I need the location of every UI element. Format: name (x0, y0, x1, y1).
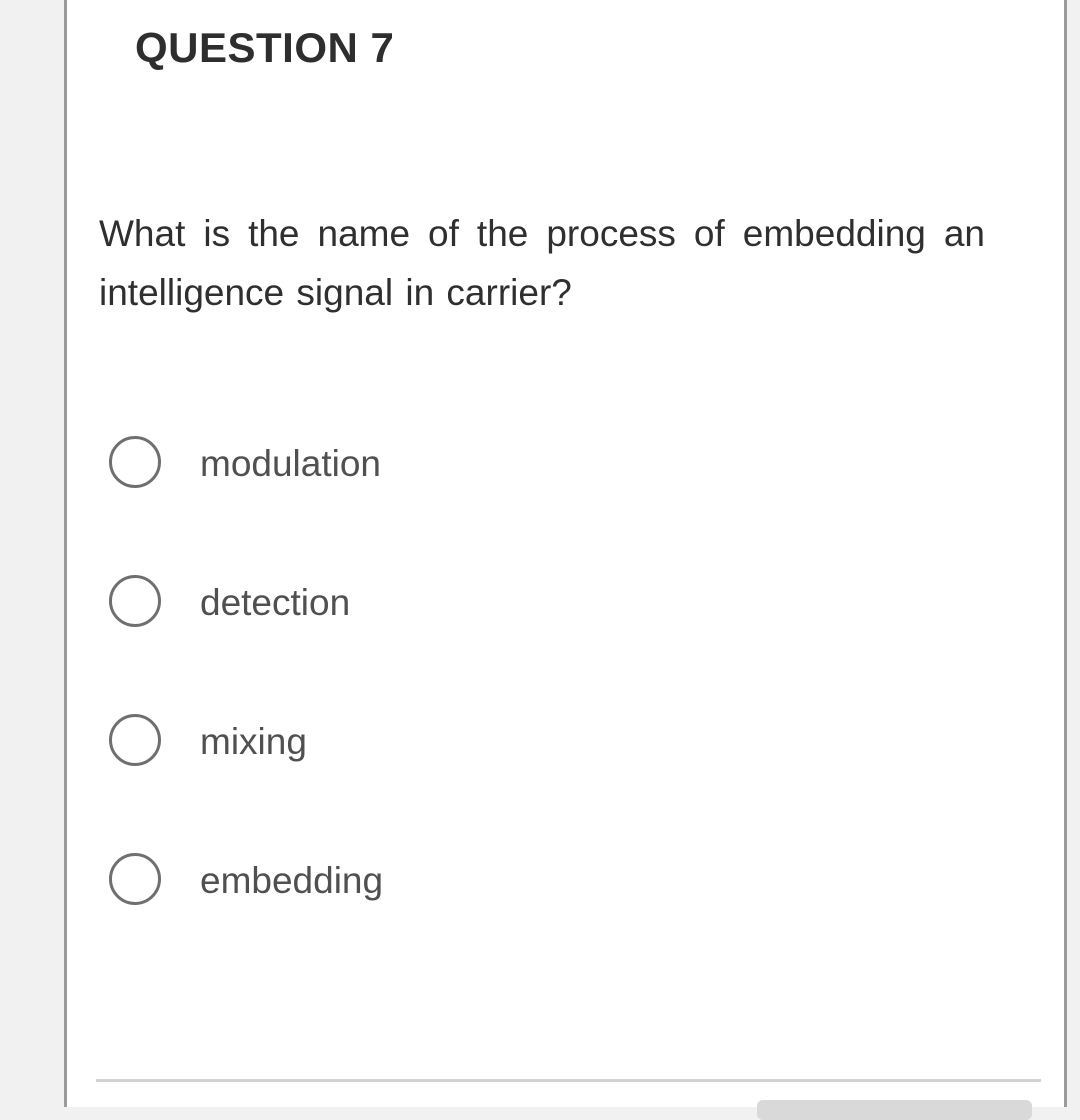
radio-button-icon[interactable] (109, 714, 161, 766)
radio-button-icon[interactable] (109, 853, 161, 905)
answer-option-mixing[interactable] (109, 708, 383, 771)
answer-option-label: detection (200, 581, 351, 623)
answer-option-label: modulation (200, 442, 382, 484)
answer-options (109, 430, 383, 910)
section-divider (96, 1079, 1041, 1082)
answer-option-label: embedding (200, 859, 384, 901)
question-title: QUESTION 7 (135, 24, 395, 71)
answer-option-detection[interactable] (109, 569, 383, 632)
radio-button-icon[interactable] (109, 575, 161, 627)
question-text: What is the name of the process of embedding an intelligence signal in carrier? (99, 213, 985, 313)
radio-button-icon[interactable] (109, 436, 161, 488)
answer-option-embedding[interactable] (109, 847, 383, 910)
partially-visible-button[interactable] (757, 1100, 1032, 1120)
answer-option-modulation[interactable] (109, 430, 383, 493)
question-card (64, 0, 1067, 1107)
answer-option-label: mixing (200, 720, 307, 762)
